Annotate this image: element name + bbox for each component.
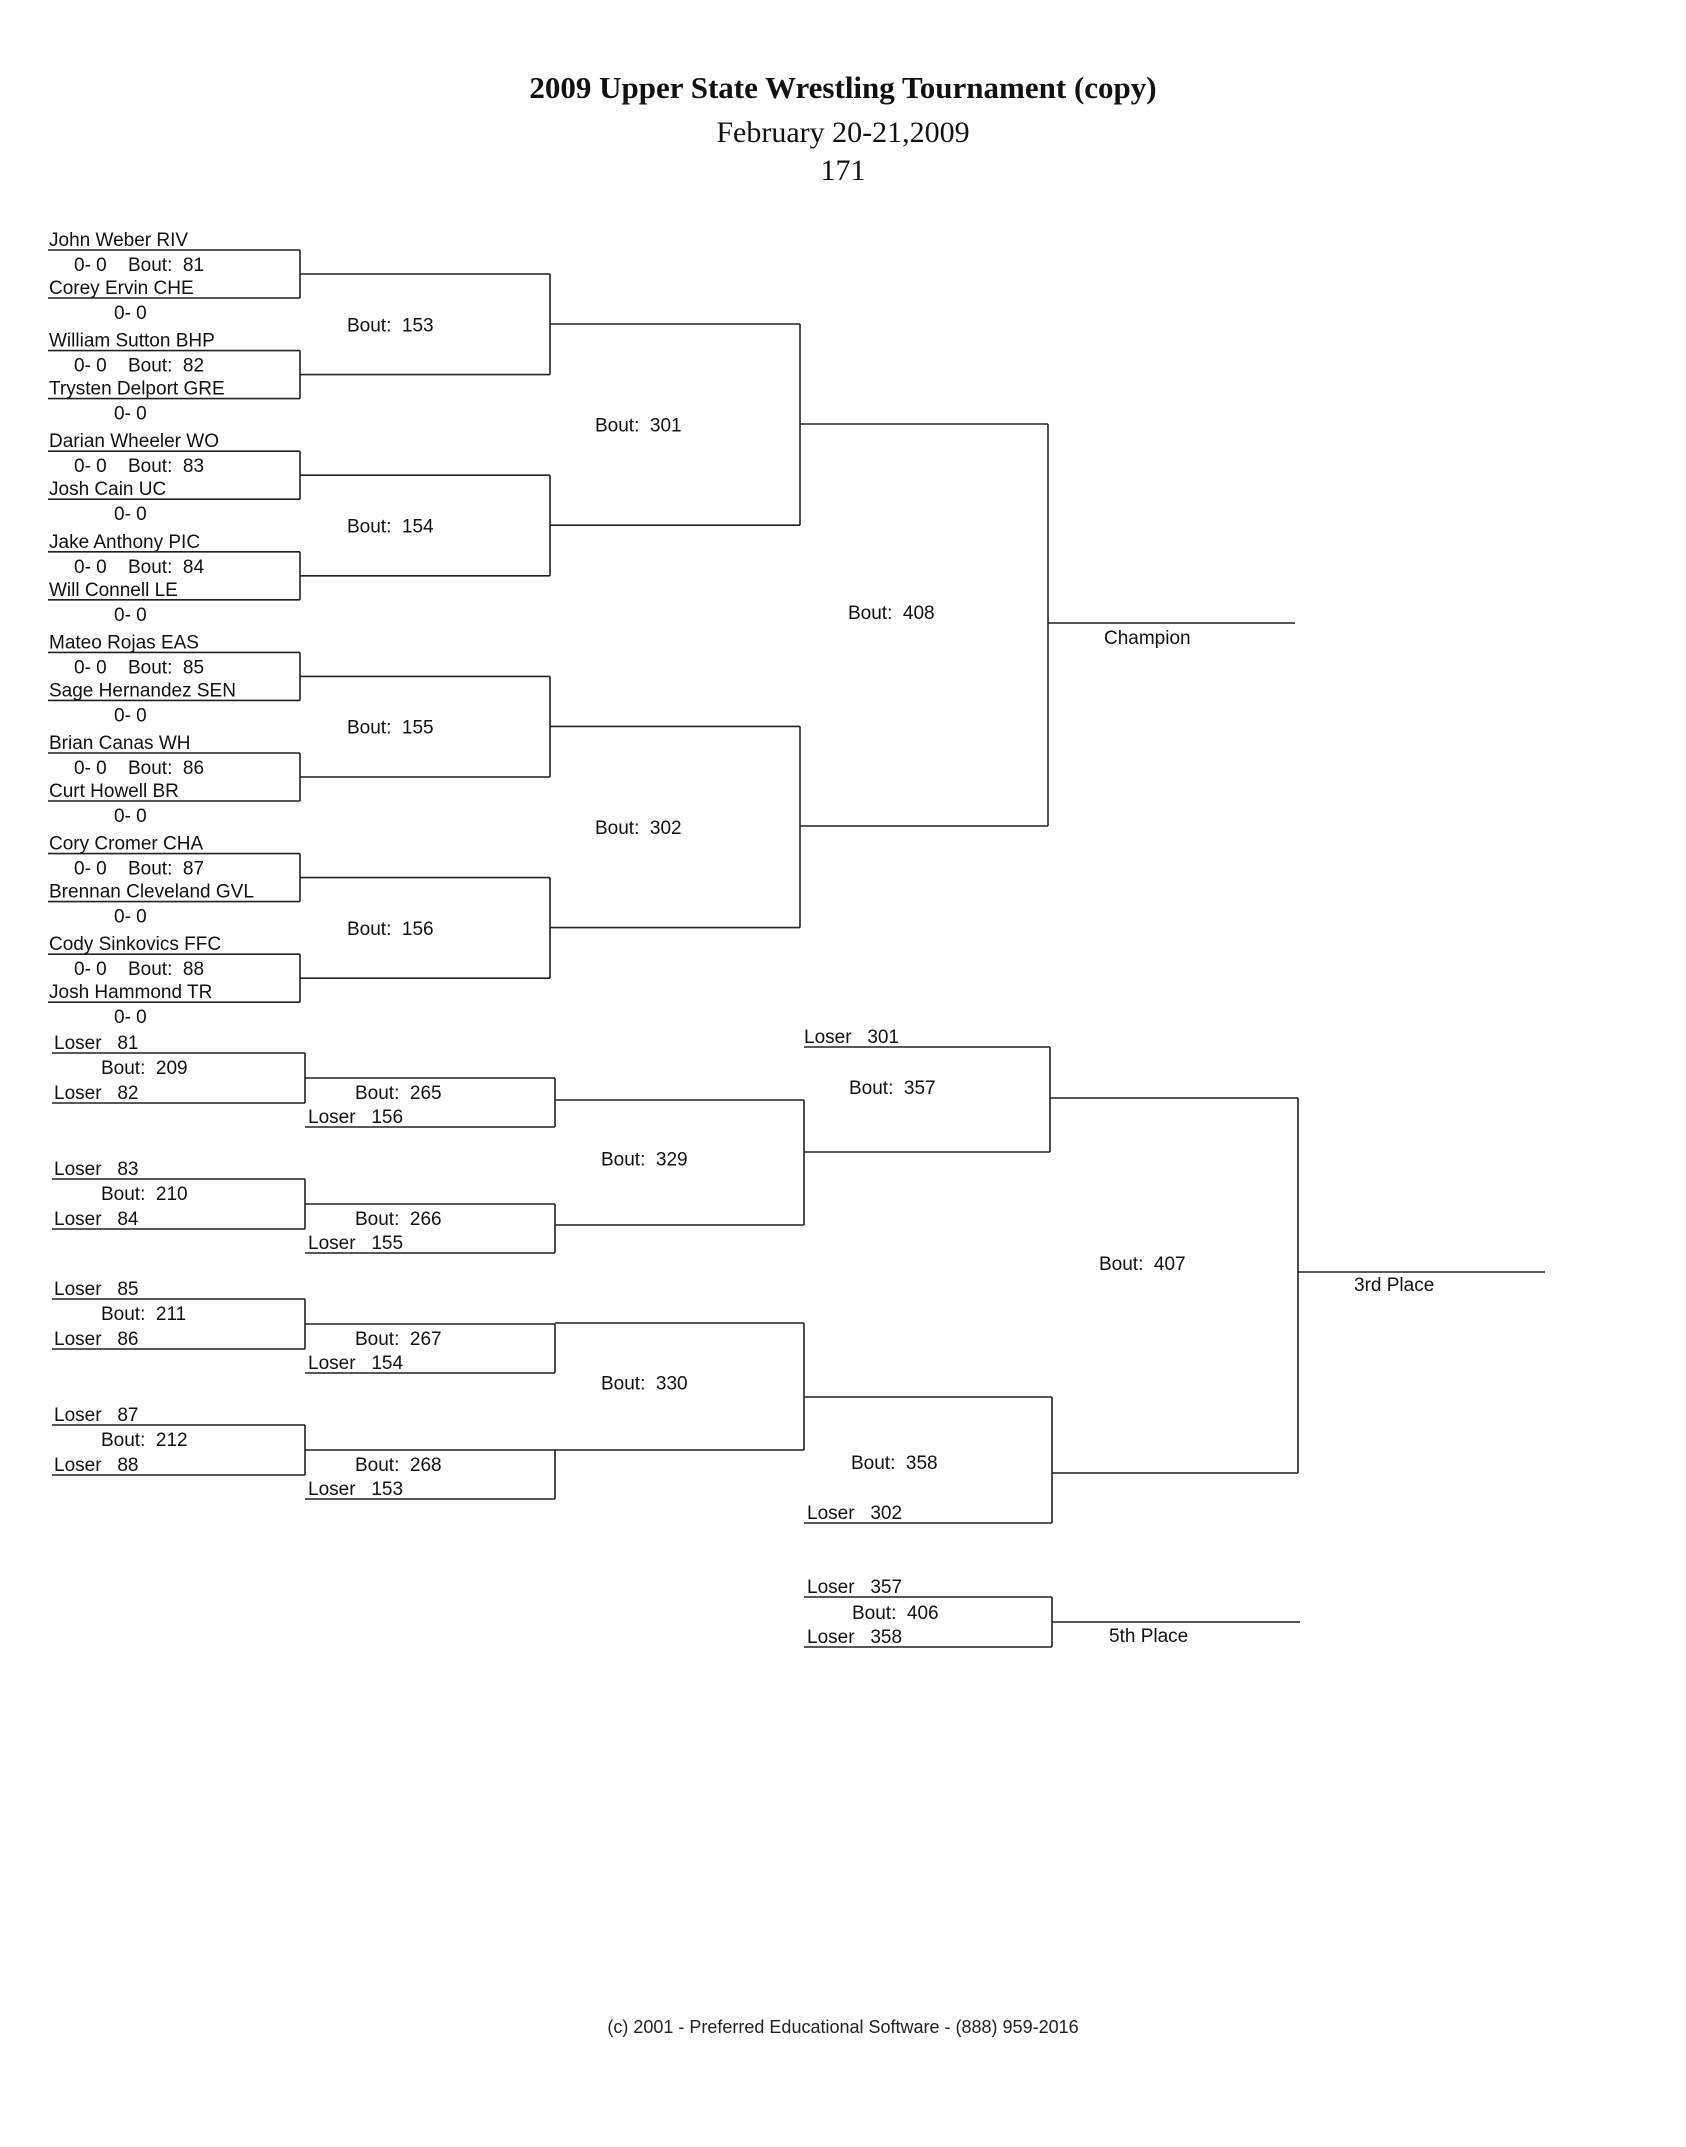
- bout-number: Bout: 358: [851, 1453, 938, 1474]
- wrestler-record: 0- 0: [74, 858, 107, 880]
- wrestler-record: 0- 0: [114, 906, 147, 928]
- loser-label: Loser 86: [54, 1329, 139, 1350]
- bout-number: Bout: 301: [595, 415, 682, 437]
- wrestler-name: Josh Cain UC: [49, 479, 167, 501]
- wrestler-name: Josh Hammond TR: [49, 982, 213, 1004]
- loser-label: Loser 357: [807, 1577, 903, 1598]
- wrestler-record: 0- 0: [74, 556, 107, 578]
- bout-number: Bout: 84: [128, 556, 205, 578]
- wrestler-record: 0- 0: [114, 705, 147, 727]
- loser-label: Loser 87: [54, 1405, 139, 1426]
- wrestler-record: 0- 0: [114, 1007, 147, 1029]
- wrestler-name: Jake Anthony PIC: [49, 531, 201, 553]
- bout-number: Bout: 329: [601, 1149, 688, 1171]
- wrestler-record: 0- 0: [114, 504, 147, 526]
- wrestler-record: 0- 0: [114, 806, 147, 827]
- bout-number: Bout: 81: [128, 255, 205, 276]
- footer-copyright: (c) 2001 - Preferred Educational Software - (888) 959-2016: [607, 2017, 1079, 2037]
- bout-number: Bout: 156: [347, 918, 434, 940]
- bout-number: Bout: 88: [128, 959, 205, 981]
- loser-label: Loser 302: [807, 1503, 903, 1524]
- loser-label: Loser 156: [308, 1107, 404, 1128]
- wrestler-name: Brennan Cleveland GVL: [49, 881, 254, 903]
- loser-label: Loser 155: [308, 1233, 404, 1254]
- wrestler-name: Will Connell LE: [49, 579, 178, 601]
- wrestler-record: 0- 0: [114, 303, 147, 324]
- loser-label: Loser 85: [54, 1279, 139, 1300]
- bout-number: Bout: 154: [347, 516, 434, 538]
- loser-label: Loser 154: [308, 1353, 404, 1374]
- loser-label: Loser 301: [804, 1027, 900, 1048]
- wrestler-record: 0- 0: [74, 657, 107, 679]
- loser-label: Loser 81: [54, 1033, 139, 1054]
- wrestler-name: Corey Ervin CHE: [49, 278, 194, 299]
- bout-number: Bout: 209: [101, 1058, 188, 1079]
- bout-number: Bout: 83: [128, 456, 205, 478]
- wrestler-name: Trysten Delport GRE: [49, 378, 225, 400]
- loser-label: Loser 84: [54, 1209, 139, 1230]
- bout-number: Bout: 408: [848, 603, 935, 624]
- champion-label: Champion: [1104, 628, 1191, 649]
- wrestler-name: Brian Canas WH: [49, 733, 191, 754]
- bout-number: Bout: 330: [601, 1373, 688, 1395]
- wrestler-name: Sage Hernandez SEN: [49, 680, 236, 702]
- tournament-date: February 20-21,2009: [716, 116, 970, 149]
- third-place-label: 3rd Place: [1354, 1275, 1435, 1296]
- bout-number: Bout: 357: [849, 1078, 936, 1099]
- bout-number: Bout: 86: [128, 758, 205, 779]
- wrestler-name: Mateo Rojas EAS: [49, 632, 199, 654]
- bout-number: Bout: 407: [1099, 1254, 1186, 1275]
- loser-label: Loser 83: [54, 1159, 139, 1180]
- wrestler-record: 0- 0: [74, 355, 107, 377]
- bout-number: Bout: 265: [355, 1083, 442, 1104]
- bout-number: Bout: 212: [101, 1430, 188, 1451]
- loser-label: Loser 153: [308, 1479, 404, 1500]
- bout-number: Bout: 153: [347, 315, 434, 337]
- bout-number: Bout: 155: [347, 717, 434, 739]
- bout-number: Bout: 87: [128, 858, 205, 880]
- wrestler-record: 0- 0: [114, 403, 147, 425]
- bout-number: Bout: 406: [852, 1603, 939, 1624]
- wrestler-record: 0- 0: [74, 456, 107, 478]
- bout-number: Bout: 268: [355, 1455, 442, 1476]
- wrestler-name: John Weber RIV: [49, 230, 189, 251]
- wrestler-record: 0- 0: [74, 758, 107, 779]
- bout-number: Bout: 85: [128, 657, 205, 679]
- loser-label: Loser 82: [54, 1083, 139, 1104]
- page-title: 2009 Upper State Wrestling Tournament (copy): [529, 70, 1157, 105]
- wrestler-record: 0- 0: [114, 604, 147, 626]
- wrestler-record: 0- 0: [74, 959, 107, 981]
- wrestler-name: Darian Wheeler WO: [49, 431, 219, 453]
- bout-number: Bout: 267: [355, 1329, 442, 1350]
- bout-number: Bout: 302: [595, 818, 682, 839]
- bout-number: Bout: 266: [355, 1209, 442, 1230]
- bout-number: Bout: 211: [101, 1304, 187, 1325]
- wrestler-record: 0- 0: [74, 255, 107, 276]
- bout-number: Bout: 210: [101, 1184, 188, 1205]
- fifth-place-label: 5th Place: [1109, 1626, 1189, 1647]
- wrestler-name: William Sutton BHP: [49, 330, 215, 352]
- loser-label: Loser 358: [807, 1627, 903, 1648]
- wrestler-name: Cody Sinkovics FFC: [49, 934, 222, 956]
- loser-label: Loser 88: [54, 1455, 139, 1476]
- bout-number: Bout: 82: [128, 355, 205, 377]
- weight-class: 171: [820, 154, 866, 187]
- wrestler-name: Curt Howell BR: [49, 781, 179, 802]
- wrestler-name: Cory Cromer CHA: [49, 833, 204, 855]
